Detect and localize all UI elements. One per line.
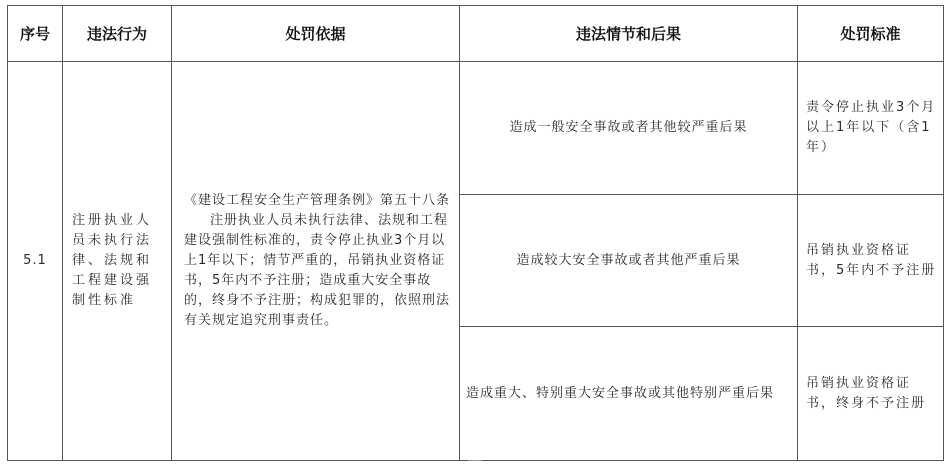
basis-body: 注册执业人员未执行法律、法规和工程建设强制性标准的，责令停止执业3个月以上1年以下；情节严重的，吊销执业资格证书，5年内不予注册；造成重大安全事故的，终身不予注册；构成犯罪的，依照刑法有关规定追究刑事责任。 [184, 213, 451, 328]
penalty-2 [798, 195, 943, 326]
penalty-3 [798, 327, 943, 460]
header-number: 序号 [19, 25, 50, 43]
consequence-2-text: 造成较大安全事故或者其他严重后果 [516, 252, 741, 268]
penalty-2-text: 吊销执业资格证书，5年内不予注册 [806, 242, 937, 278]
consequence-2 [460, 195, 797, 326]
header-violation: 违法行为 [86, 25, 147, 43]
row-number: 5.1 [23, 253, 47, 268]
penalty-1 [798, 62, 943, 194]
basis-title: 《建设工程安全生产管理条例》第五十八条 [184, 193, 451, 208]
table-border-right [943, 5, 944, 461]
consequence-1-text: 造成一般安全事故或者其他较严重后果 [509, 120, 748, 135]
violation-label: 注册执业人员未执行法律、法规和工程建设强制性标准 [72, 213, 153, 308]
header-consequence: 违法情节和后果 [575, 25, 681, 43]
violation-text [63, 62, 171, 460]
penalty-1-text: 责令停止执业3个月以上1年以下（含1年） [806, 100, 937, 155]
penalty-3-text: 吊销执业资格证书，终身不予注册 [806, 375, 927, 411]
consequence-3-text: 造成重大、特别重大安全事故或其他特别严重后果 [466, 385, 775, 401]
header-penalty: 处罚标准 [840, 25, 901, 43]
basis-cell [172, 62, 459, 460]
consequence-3 [460, 327, 797, 460]
consequence-1 [460, 62, 797, 194]
header-basis: 处罚依据 [285, 25, 346, 43]
